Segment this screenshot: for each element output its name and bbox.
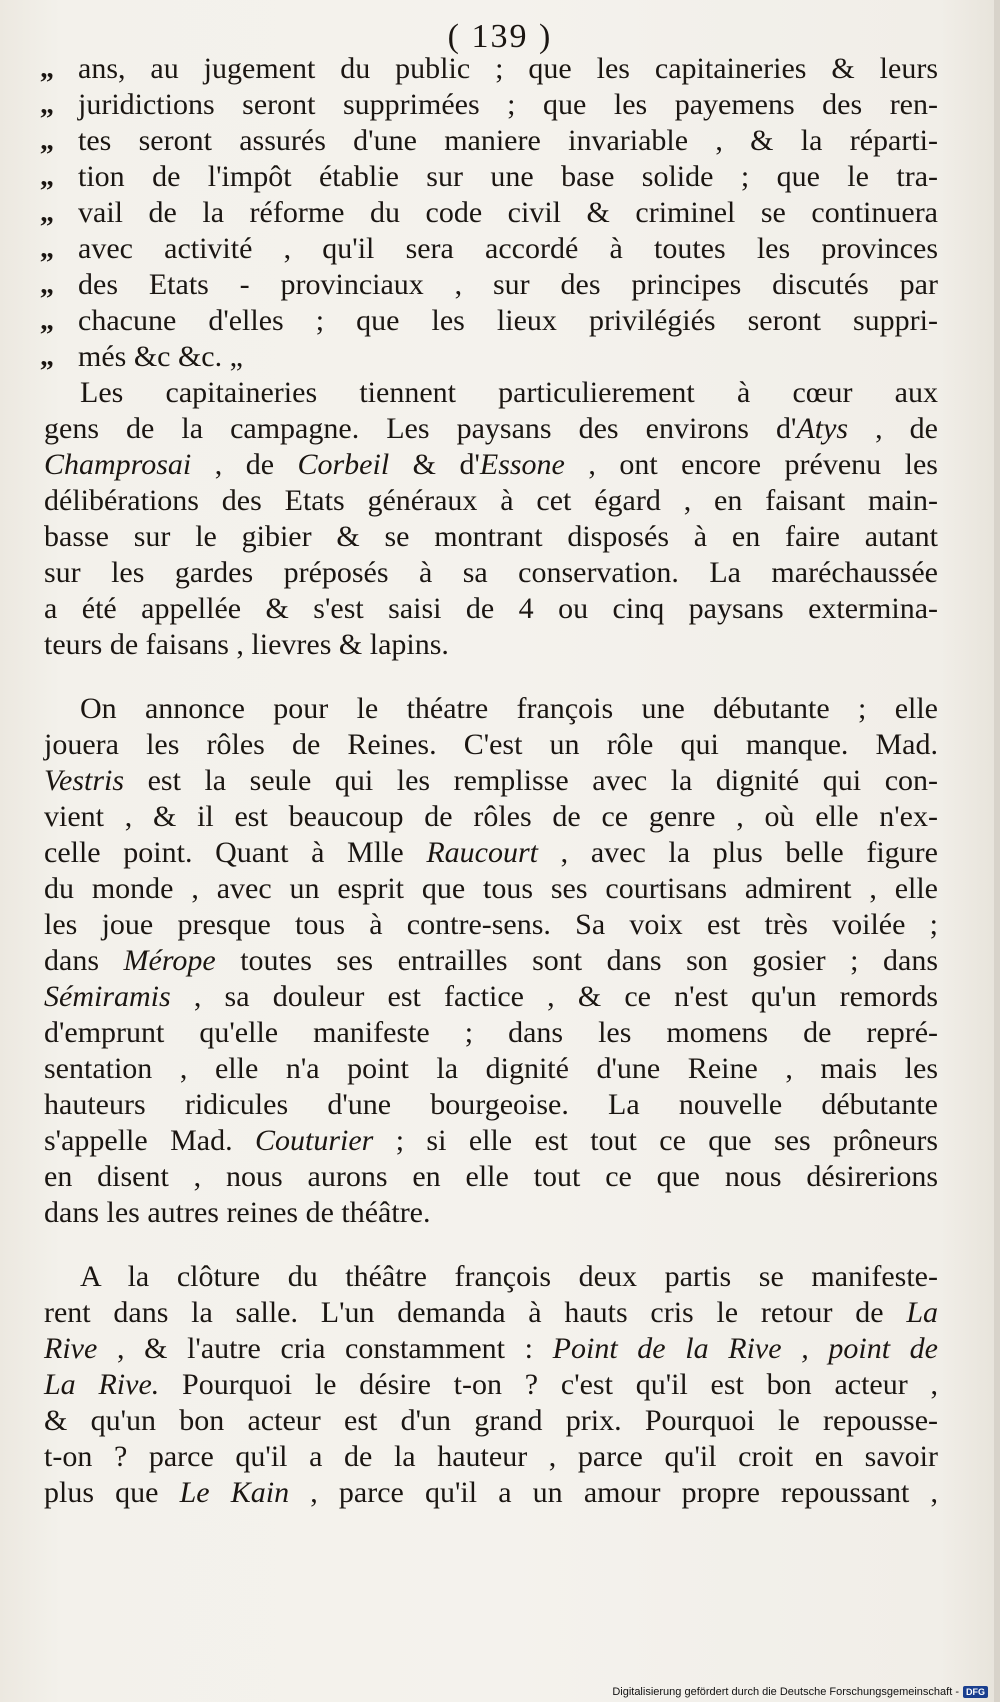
text-line <box>0 870 1000 908</box>
text-line <box>0 1122 1000 1160</box>
line-text: sur les gardes préposés à sa conservation. La maréchaussée <box>44 556 938 589</box>
text-line <box>0 1050 1000 1088</box>
text-line <box>0 1014 1000 1052</box>
quote-mark: „ <box>40 341 54 372</box>
quote-mark: „ <box>40 125 54 156</box>
text-line <box>0 1366 1000 1404</box>
line-text: plus que Le Kain , parce qu'il a un amour propre repoussant , <box>44 1476 938 1509</box>
text-line <box>0 50 1000 88</box>
line-text: vient , & il est beaucoup de rôles de ce genre , où elle n'ex- <box>44 800 938 833</box>
text-line <box>0 518 1000 556</box>
text-line <box>0 338 1000 376</box>
line-text: Sémiramis , sa douleur est factice , & ce n'est qu'un remords <box>44 980 938 1013</box>
line-text: les joue presque tous à contre-sens. Sa voix est très voilée ; <box>44 908 938 941</box>
line-text: d'emprunt qu'elle manifeste ; dans les momens de repré- <box>44 1016 938 1049</box>
quote-mark: „ <box>40 233 54 264</box>
line-text: Rive , & l'autre cria constamment : Point de la Rive , point de <box>44 1332 938 1365</box>
text-line <box>0 1474 1000 1512</box>
line-text: On annonce pour le théatre françois une débutante ; elle <box>80 692 938 725</box>
text-line <box>0 554 1000 592</box>
text-line <box>0 762 1000 800</box>
text-line <box>0 302 1000 340</box>
text-line <box>0 374 1000 412</box>
quote-mark: „ <box>40 197 54 228</box>
dfg-logo: DFG <box>963 1686 988 1698</box>
quote-mark: „ <box>40 305 54 336</box>
text-line <box>0 690 1000 728</box>
text-line <box>0 1258 1000 1296</box>
line-text: rent dans la salle. L'un demanda à hauts cris le retour de La <box>44 1296 938 1329</box>
line-text: jouera les rôles de Reines. C'est un rôle qui manque. Mad. <box>44 728 938 761</box>
text-line <box>0 230 1000 268</box>
line-text: sentation , elle n'a point la dignité d'une Reine , mais les <box>44 1052 938 1085</box>
line-text: Vestris est la seule qui les remplisse avec la dignité qui con- <box>44 764 938 797</box>
line-text: juridictions seront supprimées ; que les payemens des ren- <box>78 88 938 121</box>
line-text: gens de la campagne. Les paysans des environs d'Atys , de <box>44 412 938 445</box>
text-line <box>0 834 1000 872</box>
text-line <box>0 726 1000 764</box>
line-text: basse sur le gibier & se montrant disposés à en faire autant <box>44 520 938 553</box>
text-line <box>0 482 1000 520</box>
text-line <box>0 1330 1000 1368</box>
line-text: hauteurs ridicules d'une bourgeoise. La nouvelle débutante <box>44 1088 938 1121</box>
text-line <box>0 194 1000 232</box>
line-text: vail de la réforme du code civil & criminel se continuera <box>78 196 938 229</box>
line-text: dans Mérope toutes ses entrailles sont dans son gosier ; dans <box>44 944 938 977</box>
line-text: t-on ? parce qu'il a de la hauteur , parce qu'il croit en savoir <box>44 1440 938 1473</box>
credit-text: Digitalisierung gefördert durch die Deutsche Forschungsgemeinschaft - <box>612 1686 959 1698</box>
line-text: teurs de faisans , lievres & lapins. <box>44 628 449 661</box>
line-text: & qu'un bon acteur est d'un grand prix. Pourquoi le repousse- <box>44 1404 938 1437</box>
text-line <box>0 626 1000 664</box>
text-line <box>0 410 1000 448</box>
line-text: dans les autres reines de théâtre. <box>44 1196 431 1229</box>
text-line <box>0 978 1000 1016</box>
line-text: s'appelle Mad. Couturier ; si elle est tout ce que ses prôneurs <box>44 1124 939 1157</box>
line-text: Les capitaineries tiennent particulierement à cœur aux <box>80 376 938 409</box>
text-line <box>0 1158 1000 1196</box>
line-text: celle point. Quant à Mlle Raucourt , avec la plus belle figure <box>44 836 938 869</box>
quote-mark: „ <box>40 89 54 120</box>
quote-mark: „ <box>40 269 54 300</box>
text-line <box>0 1438 1000 1476</box>
line-text: en disent , nous aurons en elle tout ce que nous désirerions <box>44 1160 938 1193</box>
line-text: tion de l'impôt établie sur une base solide ; que le tra- <box>78 160 938 193</box>
text-line <box>0 266 1000 304</box>
line-text: A la clôture du théâtre françois deux partis se manifeste- <box>80 1260 938 1293</box>
text-line <box>0 1086 1000 1124</box>
line-text: La Rive. Pourquoi le désire t-on ? c'est qu'il est bon acteur , <box>44 1368 938 1401</box>
text-line <box>0 1402 1000 1440</box>
text-line <box>0 122 1000 160</box>
text-line <box>0 906 1000 944</box>
page-number: ( 139 ) <box>447 18 553 55</box>
text-line <box>0 86 1000 124</box>
text-line <box>0 1194 1000 1232</box>
digitization-credit <box>612 1686 988 1698</box>
line-text: ans, au jugement du public ; que les capitaineries & leurs <box>78 52 938 85</box>
quote-mark: „ <box>40 161 54 192</box>
text-line <box>0 158 1000 196</box>
line-text: Champrosai , de Corbeil & d'Essone , ont encore prévenu les <box>44 448 938 481</box>
line-text: du monde , avec un esprit que tous ses courtisans admirent , elle <box>44 872 938 905</box>
line-text: més &c &c. „ <box>78 340 243 373</box>
text-line <box>0 446 1000 484</box>
line-text: des Etats - provinciaux , sur des principes discutés par <box>78 268 938 301</box>
line-text: délibérations des Etats généraux à cet égard , en faisant main- <box>44 484 938 517</box>
line-text: tes seront assurés d'une maniere invariable , & la réparti- <box>78 124 938 157</box>
line-text: chacune d'elles ; que les lieux privilégiés seront suppri- <box>78 304 938 337</box>
text-line <box>0 798 1000 836</box>
text-line <box>0 1294 1000 1332</box>
text-line <box>0 590 1000 628</box>
line-text: a été appellée & s'est saisi de 4 ou cinq paysans extermina- <box>44 592 938 625</box>
line-text: avec activité , qu'il sera accordé à toutes les provinces <box>78 232 938 265</box>
quote-mark: „ <box>40 53 54 84</box>
text-line <box>0 942 1000 980</box>
